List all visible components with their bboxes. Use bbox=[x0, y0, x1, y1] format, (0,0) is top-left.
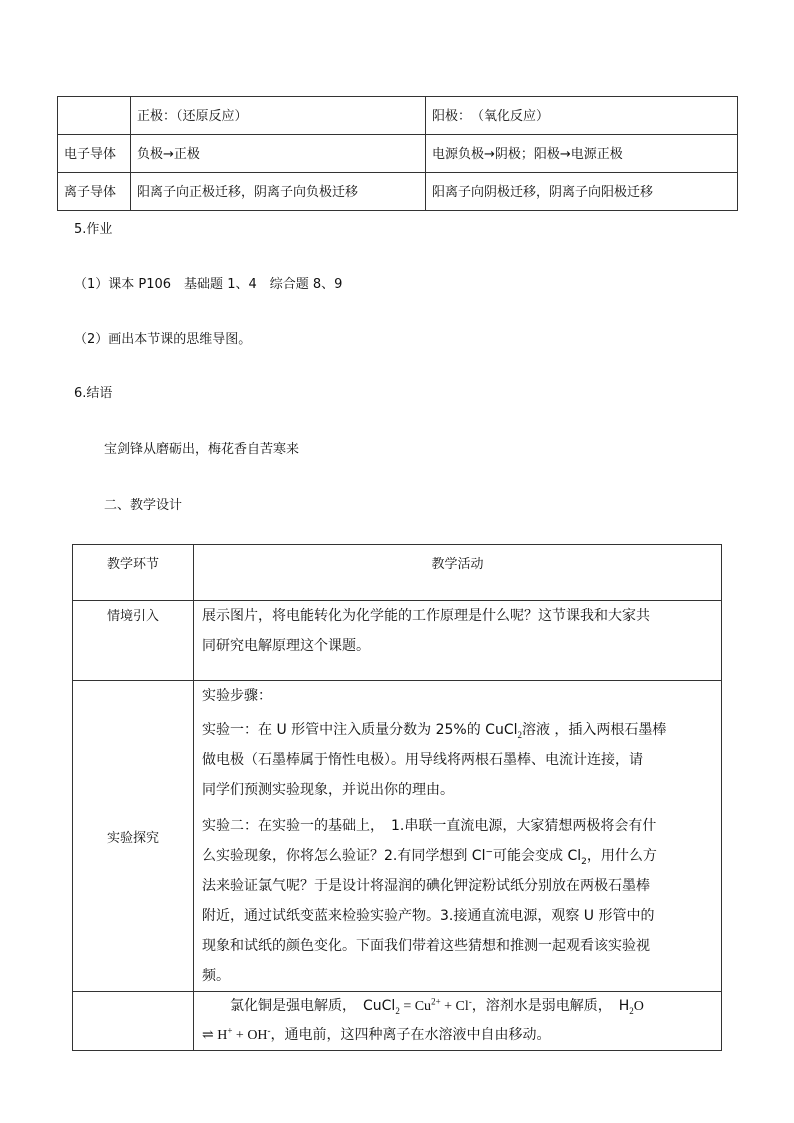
table-header-row bbox=[73, 545, 722, 601]
table-row bbox=[58, 97, 738, 135]
text-line: 频。 bbox=[202, 968, 230, 984]
table-cell: 负极→正极 bbox=[131, 135, 426, 173]
header-cell: 教学活动 bbox=[194, 545, 722, 601]
text-line: 现象和试纸的颜色变化。下面我们带着这些猜想和推测一起观看该实验视 bbox=[202, 938, 650, 954]
text-line: 实验二：在实验一的基础上， 1.串联一直流电源，大家猜想两极将会有什 bbox=[202, 818, 657, 834]
table-cell bbox=[58, 97, 131, 135]
activity-cell bbox=[194, 992, 722, 1051]
table-row bbox=[73, 992, 722, 1051]
teaching-design-table bbox=[72, 544, 722, 1051]
header-cell: 教学环节 bbox=[73, 545, 194, 601]
table-row bbox=[58, 135, 738, 173]
table-row bbox=[73, 681, 722, 992]
closing-heading: 6.结语 bbox=[74, 386, 113, 401]
text-line: 同研究电解原理这个课题。 bbox=[202, 638, 370, 654]
text-line: 么实验现象，你将怎么验证？2.有同学想到 Cl−可能会变成 $Cl_2$，用什么方 bbox=[202, 847, 657, 867]
table-cell: 电源负极→阴极；阳极→电源正极 bbox=[426, 135, 738, 173]
text-line: ⇌ H+ + OH-，通电前，这四种离子在水溶液中自由移动。 bbox=[202, 1025, 551, 1043]
homework-item-1: （1）课本 P106 基础题 1、4 综合题 8、9 bbox=[74, 277, 343, 292]
design-heading: 二、教学设计 bbox=[104, 498, 183, 513]
table-cell: 电子导体 bbox=[58, 135, 131, 173]
text-line: 展示图片，将电能转化为化学能的工作原理是什么呢？这节课我和大家共 bbox=[202, 608, 650, 624]
comparison-table bbox=[57, 96, 738, 211]
row-label: 实验探究 bbox=[73, 681, 194, 992]
activity-cell bbox=[194, 681, 722, 992]
text-line: 实验步骤： bbox=[202, 688, 272, 704]
closing-quote: 宝剑锋从磨砺出，梅花香自苦寒来 bbox=[104, 442, 300, 457]
row-label bbox=[73, 992, 194, 1051]
text-line: 氯化铜是强电解质， CuCl$_2$ = $Cu^{2+} + Cl^-$，溶剂水是弱电解质， $H_2O$ bbox=[202, 996, 644, 1016]
text-line: 实验一：在 U 形管中注入质量分数为 25%的 CuCl$_2$溶液 ，插入两根石墨棒 bbox=[202, 722, 667, 740]
table-cell: 正极：（还原反应） bbox=[131, 97, 426, 135]
table-row bbox=[58, 173, 738, 211]
text-line: 法来验证氯气呢？于是设计将湿润的碘化钾淀粉试纸分别放在两极石墨棒 bbox=[202, 878, 650, 894]
text-line: 附近，通过试纸变蓝来检验实验产物。3.接通直流电源，观察 U 形管中的 bbox=[202, 908, 655, 924]
table-cell: 阳离子向正极迁移，阴离子向负极迁移 bbox=[131, 173, 426, 211]
row-label: 情境引入 bbox=[73, 601, 194, 681]
table-cell: 阳极： （氧化反应） bbox=[426, 97, 738, 135]
text-line: 做电极（石墨棒属于惰性电极）。用导线将两根石墨棒、电流计连接，请 bbox=[202, 752, 643, 768]
homework-item-2: （2）画出本节课的思维导图。 bbox=[74, 332, 252, 347]
table-row bbox=[73, 601, 722, 681]
homework-heading: 5.作业 bbox=[74, 222, 113, 237]
table-cell: 阳离子向阴极迁移，阴离子向阳极迁移 bbox=[426, 173, 738, 211]
activity-cell bbox=[194, 601, 722, 681]
table-cell: 离子导体 bbox=[58, 173, 131, 211]
text-line: 同学们预测实验现象，并说出你的理由。 bbox=[202, 782, 454, 798]
